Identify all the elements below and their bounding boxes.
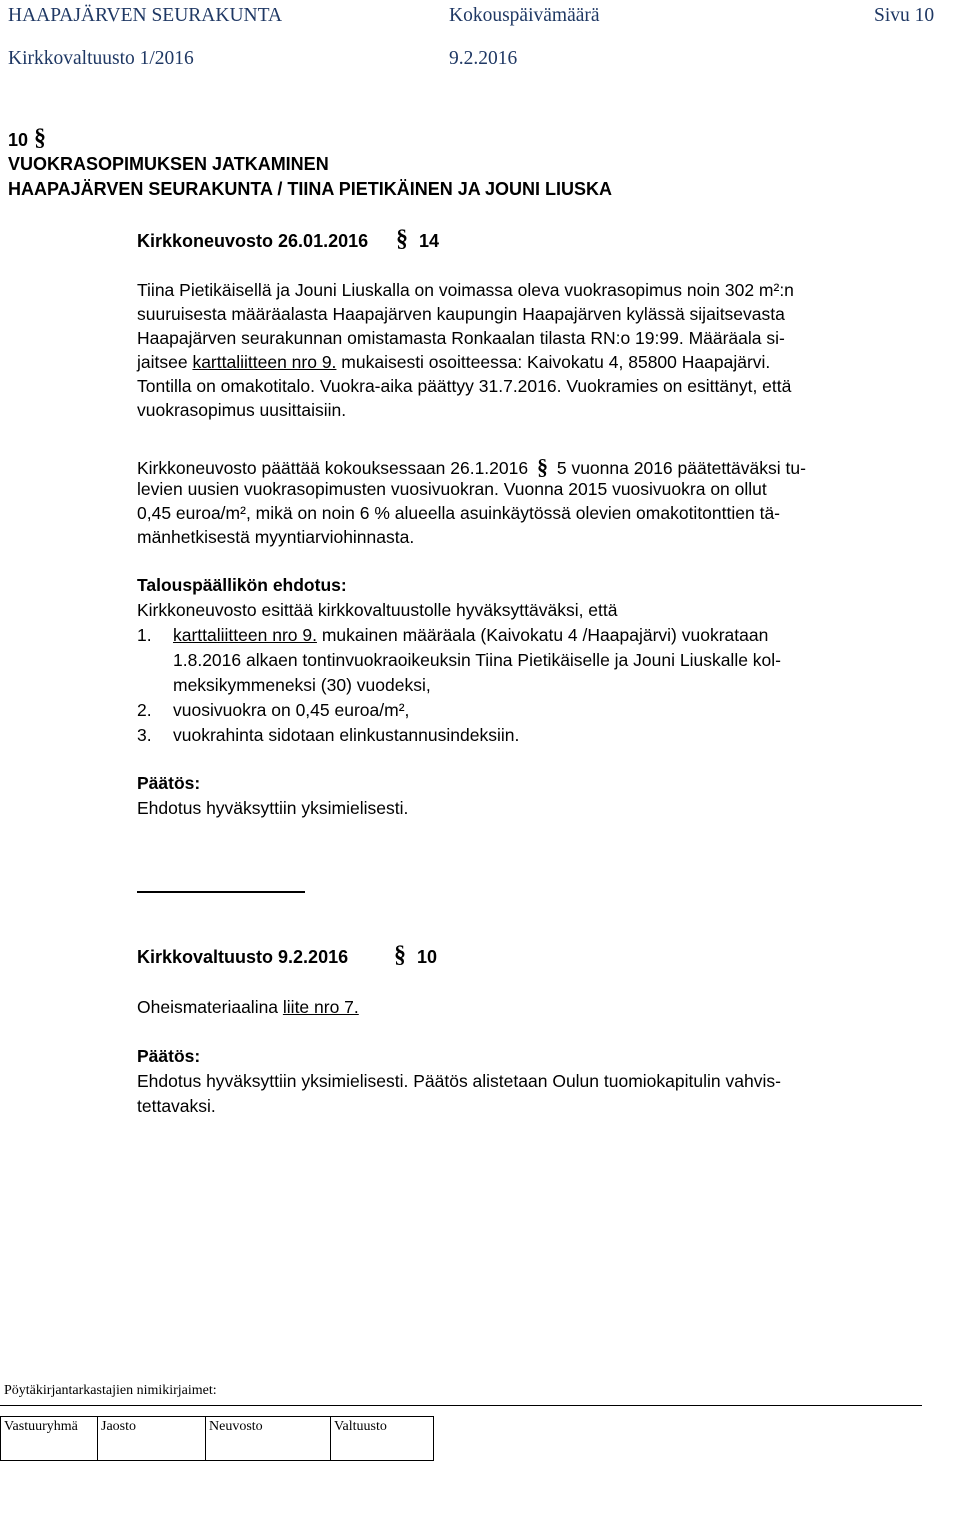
intro-text: mukaisesti osoitteessa: Kaivokatu 4, 85800 Haapajärvi. [336,352,771,372]
attachment-link[interactable]: liite nro 7. [282,997,359,1017]
proposal-text: mukainen määräala (Kaivokatu 4 /Haapajärvi) vuokrataan [316,625,769,645]
table-border-bottom [0,1460,434,1461]
proposal-heading: Talouspäällikön ehdotus: [137,575,347,595]
decision-line [137,454,806,480]
separator-line [137,891,305,893]
section-title-line2: HAAPAJÄRVEN SEURAKUNTA / TIINA PIETIKÄINEN JA JOUNI LIUSKA [8,179,613,199]
table-cell-label: Neuvosto [209,1419,263,1434]
intro-line: suuruisesta määräalasta Haapajärven kaupungin Haapajärven kylässä sijaitsevasta [137,304,785,324]
intro-line [137,352,770,373]
reference-kirkkovaltuusto: Kirkkovaltuusto 9.2.2016 [137,947,349,967]
decision-text: tettavaksi. [137,1096,216,1116]
header-meeting: Kirkkovaltuusto 1/2016 [8,48,194,69]
map-attachment-link[interactable]: karttaliitteen nro 9. [173,625,317,645]
intro-line: vuokrasopimus uusittaisiin. [137,400,347,420]
attachment-text: Oheismateriaalina [137,997,283,1017]
header-date: 9.2.2016 [449,48,518,69]
proposal-item-number: 2. [137,700,152,720]
proposal-item-number: 1. [137,625,152,645]
header-date-label: Kokouspäivämäärä [449,5,600,26]
proposal-item-continuation: meksikymmeneksi (30) vuodeksi, [173,675,431,695]
proposal-item: vuosivuokra on 0,45 euroa/m², [173,700,410,720]
decision-heading: Päätös: [137,773,201,793]
reference-number: 10 [417,947,438,967]
table-cell-jaosto[interactable] [97,1416,205,1460]
intro-text: jaitsee [137,352,193,372]
map-attachment-link[interactable]: karttaliitteen nro 9. [192,352,337,372]
proposal-item [173,625,768,646]
proposal-item: vuokrahinta sidotaan elinkustannusindeksiin. [173,725,520,745]
footer-rule [0,1405,922,1406]
table-cell-label: Vastuuryhmä [4,1419,78,1434]
section-sign-icon: § [394,942,406,968]
decision-line: levien uusien vuokrasopimusten vuosivuokran. Vuonna 2015 vuosivuokra on ollut [137,479,767,499]
attachment-line [137,997,359,1018]
intro-line: Haapajärven seurakunnan omistamasta Ronkaalan tilasta RN:o 19:99. Määräala si- [137,328,785,348]
decision-line: mänhetkisestä myyntiarviohinnasta. [137,527,415,547]
decision-text: Kirkkoneuvosto päättää kokouksessaan 26.1.2016 [137,458,529,478]
table-cell-vastuuryhma[interactable] [0,1416,97,1460]
section-title-line1: VUOKRASOPIMUKSEN JATKAMINEN [8,154,329,174]
proposal-item-continuation: 1.8.2016 alkaen tontinvuokraoikeuksin Tiina Pietikäiselle ja Jouni Liuskalle kol- [173,650,781,670]
section-sign-icon: § [396,226,408,252]
initials-label: Pöytäkirjantarkastajien nimikirjaimet: [4,1383,217,1398]
section-sign-icon: § [34,125,46,151]
proposal-item-number: 3. [137,725,152,745]
reference-number: 14 [419,231,440,251]
decision-text: 5 vuonna 2016 päätettäväksi tu- [556,458,806,478]
section-number: 10 [8,130,29,150]
decision-heading: Päätös: [137,1046,201,1066]
intro-line: Tiina Pietikäisellä ja Jouni Liuskalla on voimassa oleva vuokrasopimus noin 302 m²:n [137,280,794,300]
page-number: Sivu 10 [874,5,935,26]
table-border-right [433,1416,434,1461]
reference-kirkkoneuvosto: Kirkkoneuvosto 26.01.2016 [137,231,369,251]
header-org: HAAPAJÄRVEN SEURAKUNTA [8,5,283,26]
table-cell-valtuusto[interactable] [330,1416,433,1460]
proposal-lead: Kirkkoneuvosto esittää kirkkovaltuustolle hyväksyttäväksi, että [137,600,618,620]
decision-text: Ehdotus hyväksyttiin yksimielisesti. Päätös alistetaan Oulun tuomiokapitulin vahvis- [137,1071,781,1091]
intro-line: Tontilla on omakotitalo. Vuokra-aika päättyy 31.7.2016. Vuokramies on esittänyt, että [137,376,792,396]
table-cell-label: Valtuusto [334,1419,387,1434]
table-cell-label: Jaosto [101,1419,136,1434]
decision-text: Ehdotus hyväksyttiin yksimielisesti. [137,798,409,818]
table-cell-neuvosto[interactable] [205,1416,330,1460]
section-sign-icon: § [536,454,548,479]
decision-line: 0,45 euroa/m², mikä on noin 6 % alueella asuinkäytössä olevien omakotitonttien tä- [137,503,781,523]
